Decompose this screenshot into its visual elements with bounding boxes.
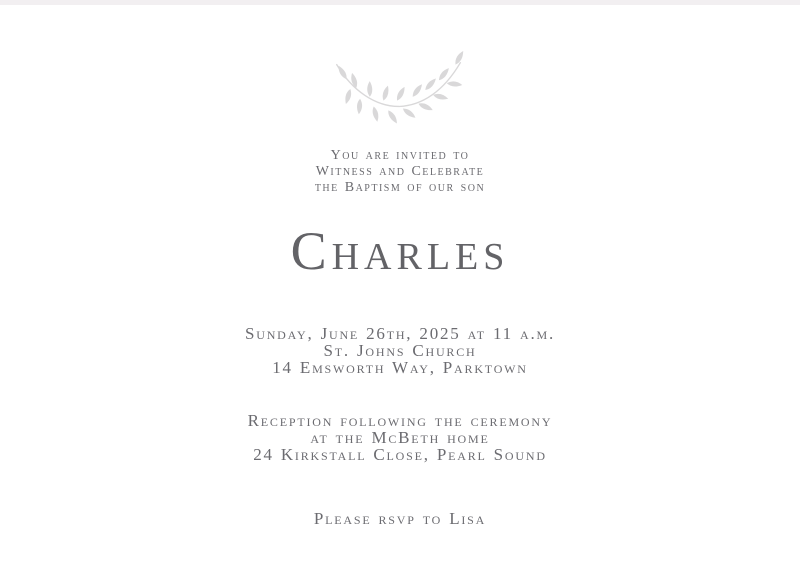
rsvp-text: Please rsvp to Lisa	[313, 509, 487, 528]
event-venue: St. Johns Church	[323, 341, 477, 360]
event-details	[0, 325, 800, 376]
reception-line-3: 24 Kirkstall Close, Pearl Sound	[253, 445, 547, 464]
intro-line-1: You are invited to	[330, 148, 470, 163]
page-top-strip	[0, 0, 800, 5]
reception-details	[0, 412, 800, 463]
laurel-branch-icon	[327, 50, 473, 126]
intro-text	[0, 148, 800, 196]
child-name: Charles	[290, 221, 510, 281]
intro-line-3: the Baptism of our son	[314, 180, 486, 195]
intro-line-2: Witness and Celebrate	[315, 164, 485, 179]
invitation-card	[0, 50, 800, 527]
reception-line-2: at the McBeth home	[310, 428, 490, 447]
event-address: 14 Emsworth Way, Parktown	[272, 358, 528, 377]
event-datetime: Sunday, June 26th, 2025 at 11 a.m.	[244, 324, 556, 343]
reception-line-1: Reception following the ceremony	[247, 411, 553, 430]
